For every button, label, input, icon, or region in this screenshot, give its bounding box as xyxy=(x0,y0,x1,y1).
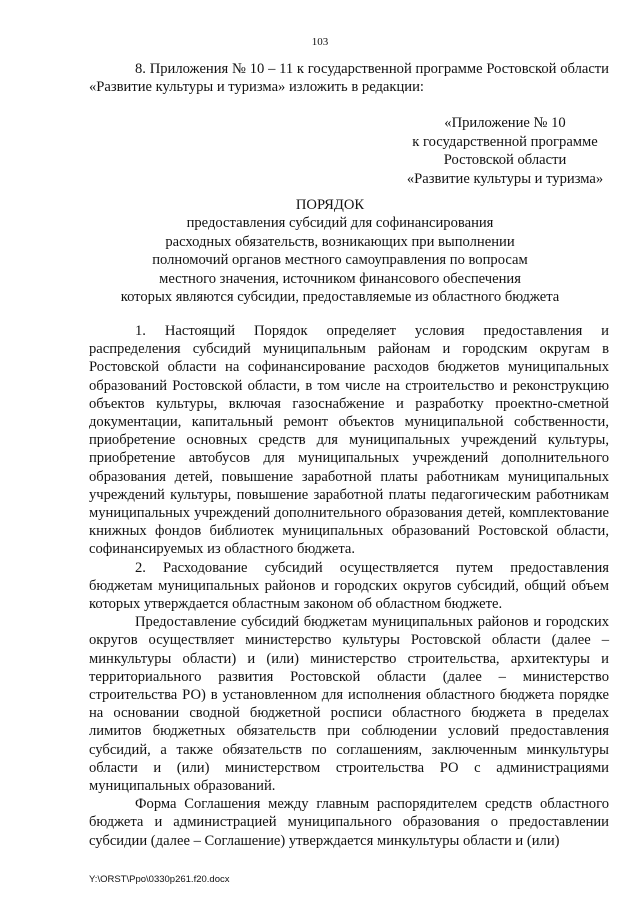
intro-paragraph: 8. Приложения № 10 – 11 к государственной программе Ростовской области «Развитие культуры и туризма» изложить в редакции: xyxy=(89,61,609,96)
paragraph-3: Предоставление субсидий бюджетам муниципальных районов и городских округов осуществляет министерство культуры Ростовской области (далее – минкультуры области) и (или) министерство строительства, архитектуры и территориального развития Ростовской области (далее – министерство строительства РО) в установленном для исполнения областного бюджета порядке на основании сводной бюджетной росписи областного бюджета в пределах лимитов бюджетных обязательств при соблюдении условий предоставления субсидий, а также обязательств по соглашениям, заключенным минкультуры области и (или) министерством строительства РО с администрациями муниципальных образований. xyxy=(89,614,609,795)
document-subtitle xyxy=(60,214,620,307)
subtitle-line: расходных обязательств, возникающих при выполнении xyxy=(165,233,515,250)
appendix-line: «Приложение № 10 xyxy=(444,115,566,131)
document-title: ПОРЯДОК xyxy=(295,197,365,213)
paragraph-2: 2. Расходование субсидий осуществляется путем предоставления бюджетам муниципальных районов и городских округов субсидий, общий объем которых утверждается областным законом об областном бюджете. xyxy=(89,559,609,613)
appendix-line: Ростовской области xyxy=(443,152,567,169)
appendix-line: «Развитие культуры и туризма» xyxy=(406,170,604,187)
file-path-footer: Y:\ORST\Ppo\0330p261.f20.docx xyxy=(89,874,230,885)
page-number: 103 xyxy=(311,36,329,48)
subtitle-line: предоставления субсидий для софинансирования xyxy=(186,215,494,231)
subtitle-line: местного значения, источником финансового обеспечения xyxy=(159,270,521,287)
appendix-header xyxy=(380,114,630,188)
subtitle-line: полномочий органов местного самоуправления по вопросам xyxy=(152,252,528,269)
paragraph-1: 1. Настоящий Порядок определяет условия предоставления и распределения субсидий муниципальным районам и городским округам в Ростовской области на софинансирование расходов бюджетов муниципальных образований Ростовской области, в том числе на строительство и реконструкцию объектов культуры, включая газоснабжение и разработку проектно-сметной документации, капитальный ремонт объектов муниципальной собственности, приобретение основных средств для муниципальных учреждений культуры, приобретение автобусов для муниципальных учреждений дополнительного образования детей, повышение заработной платы работникам муниципальных учреждений культуры, повышение заработной платы педагогическим работникам муниципальных учреждений дополнительного образования детей, комплектование книжных фондов библиотек муниципальных образований Ростовской области, софинансируемых из областного бюджета. xyxy=(89,323,609,558)
appendix-line: к государственной программе xyxy=(412,133,598,150)
intro-section xyxy=(89,60,609,97)
main-body xyxy=(89,322,609,850)
subtitle-line: которых являются субсидии, предоставляемые из областного бюджета xyxy=(120,289,560,306)
paragraph-4: Форма Соглашения между главным распорядителем средств областного бюджета и администрацией муниципального образования о предоставлении субсидии (далее – Соглашение) утверждается минкультуры области и (или) xyxy=(89,796,609,849)
